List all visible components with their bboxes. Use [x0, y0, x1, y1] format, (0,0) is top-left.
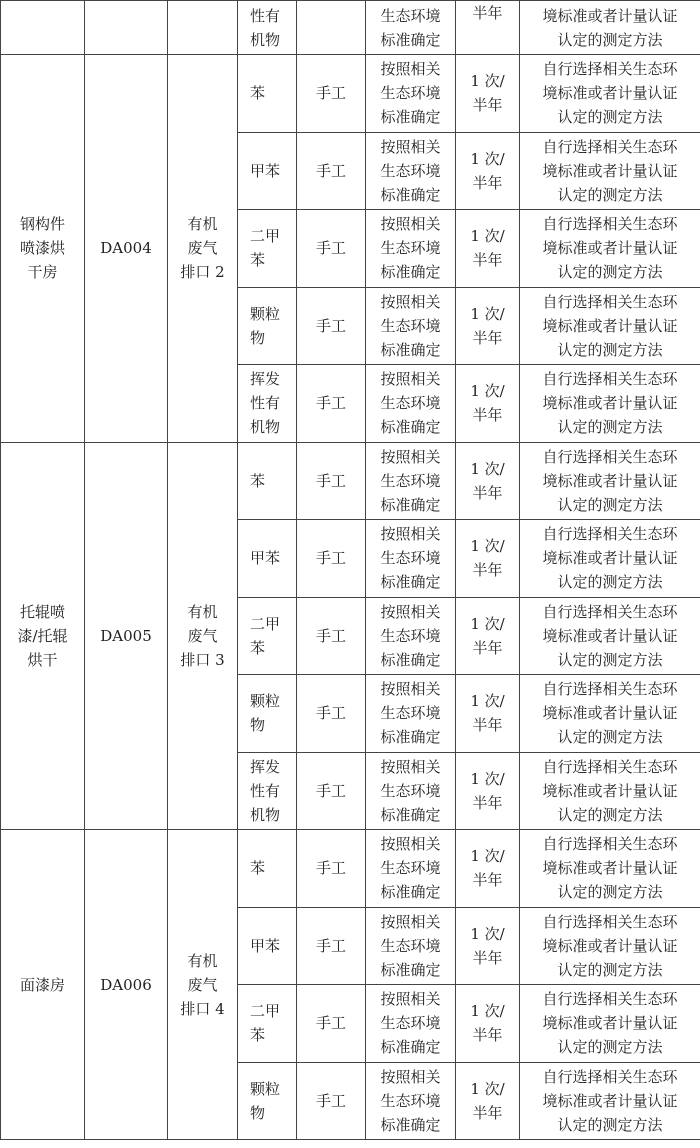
table-row: [1, 1, 700, 55]
code-cell: [85, 1, 168, 55]
standard-cell: 按照相关 生态环境 标准确定: [366, 597, 456, 675]
standard-cell: 按照相关 生态环境 标准确定: [366, 55, 456, 133]
pollutant-cell: 挥发 性有 机物: [238, 365, 297, 443]
table-row: [1, 830, 700, 908]
outlet-cell: 有机 废气 排口 2: [168, 55, 238, 443]
method-cell: 自行选择相关生态环 境标准或者计量认证 认定的测定方法: [520, 985, 700, 1063]
code-cell: DA006: [85, 830, 168, 1140]
monitoring-cell: 手工: [297, 1062, 366, 1140]
method-cell: 境标准或者计量认证 认定的测定方法: [520, 1, 700, 55]
pollutant-cell: 苯: [238, 55, 297, 133]
standard-cell: 按照相关 生态环境 标准确定: [366, 132, 456, 210]
standard-cell: 按照相关 生态环境 标准确定: [366, 210, 456, 288]
monitoring-cell: 手工: [297, 675, 366, 753]
monitoring-cell: 手工: [297, 985, 366, 1063]
method-cell: 自行选择相关生态环 境标准或者计量认证 认定的测定方法: [520, 907, 700, 985]
standard-cell: 按照相关 生态环境 标准确定: [366, 442, 456, 520]
method-cell: 自行选择相关生态环 境标准或者计量认证 认定的测定方法: [520, 1062, 700, 1140]
monitoring-cell: 手工: [297, 597, 366, 675]
table-row: [1, 55, 700, 133]
monitoring-cell: 手工: [297, 907, 366, 985]
frequency-cell: 1 次/ 半年: [456, 210, 520, 288]
method-cell: 自行选择相关生态环 境标准或者计量认证 认定的测定方法: [520, 365, 700, 443]
monitoring-cell: 手工: [297, 210, 366, 288]
frequency-cell: 1 次/ 半年: [456, 55, 520, 133]
frequency-cell: 1 次/ 半年: [456, 675, 520, 753]
pollutant-cell: 二甲 苯: [238, 597, 297, 675]
method-cell: 自行选择相关生态环 境标准或者计量认证 认定的测定方法: [520, 830, 700, 908]
outlet-cell: 有机 废气 排口 4: [168, 830, 238, 1140]
pollutant-cell: 甲苯: [238, 132, 297, 210]
frequency-cell: 1 次/ 半年: [456, 830, 520, 908]
method-cell: 自行选择相关生态环 境标准或者计量认证 认定的测定方法: [520, 132, 700, 210]
frequency-cell: 1 次/ 半年: [456, 985, 520, 1063]
method-cell: 自行选择相关生态环 境标准或者计量认证 认定的测定方法: [520, 520, 700, 598]
monitoring-cell: 手工: [297, 442, 366, 520]
standard-cell: 按照相关 生态环境 标准确定: [366, 907, 456, 985]
pollutant-cell: 甲苯: [238, 907, 297, 985]
source-cell: [1, 1, 85, 55]
frequency-cell: 半年: [456, 1, 520, 55]
frequency-cell: 1 次/ 半年: [456, 752, 520, 830]
monitoring-cell: 手工: [297, 830, 366, 908]
monitoring-cell: [297, 1, 366, 55]
monitoring-cell: 手工: [297, 365, 366, 443]
standard-cell: 按照相关 生态环境 标准确定: [366, 365, 456, 443]
method-cell: 自行选择相关生态环 境标准或者计量认证 认定的测定方法: [520, 675, 700, 753]
frequency-cell: 1 次/ 半年: [456, 1062, 520, 1140]
pollutant-cell: 二甲 苯: [238, 985, 297, 1063]
method-cell: 自行选择相关生态环 境标准或者计量认证 认定的测定方法: [520, 442, 700, 520]
method-cell: 自行选择相关生态环 境标准或者计量认证 认定的测定方法: [520, 210, 700, 288]
pollutant-cell: 颗粒 物: [238, 1062, 297, 1140]
table-row: [1, 442, 700, 520]
standard-cell: 生态环境 标准确定: [366, 1, 456, 55]
method-cell: 自行选择相关生态环 境标准或者计量认证 认定的测定方法: [520, 752, 700, 830]
standard-cell: 按照相关 生态环境 标准确定: [366, 1062, 456, 1140]
method-cell: 自行选择相关生态环 境标准或者计量认证 认定的测定方法: [520, 287, 700, 365]
monitoring-cell: 手工: [297, 520, 366, 598]
pollutant-cell: 苯: [238, 830, 297, 908]
standard-cell: 按照相关 生态环境 标准确定: [366, 287, 456, 365]
frequency-cell: 1 次/ 半年: [456, 132, 520, 210]
method-cell: 自行选择相关生态环 境标准或者计量认证 认定的测定方法: [520, 55, 700, 133]
pollutant-cell: 苯: [238, 442, 297, 520]
frequency-cell: 1 次/ 半年: [456, 287, 520, 365]
source-cell: 钢构件 喷漆烘 干房: [1, 55, 85, 443]
standard-cell: 按照相关 生态环境 标准确定: [366, 752, 456, 830]
pollutant-cell: 颗粒 物: [238, 675, 297, 753]
standard-cell: 按照相关 生态环境 标准确定: [366, 985, 456, 1063]
pollutant-cell: 挥发 性有 机物: [238, 752, 297, 830]
source-cell: 托辊喷 漆/托辊 烘干: [1, 442, 85, 830]
code-cell: DA004: [85, 55, 168, 443]
monitoring-cell: 手工: [297, 752, 366, 830]
outlet-cell: 有机 废气 排口 3: [168, 442, 238, 830]
frequency-cell: 1 次/ 半年: [456, 442, 520, 520]
standard-cell: 按照相关 生态环境 标准确定: [366, 830, 456, 908]
frequency-cell: 1 次/ 半年: [456, 520, 520, 598]
standard-cell: 按照相关 生态环境 标准确定: [366, 675, 456, 753]
frequency-cell: 1 次/ 半年: [456, 597, 520, 675]
pollutant-cell: 性有 机物: [238, 1, 297, 55]
outlet-cell: [168, 1, 238, 55]
pollutant-cell: 甲苯: [238, 520, 297, 598]
pollutant-cell: 二甲 苯: [238, 210, 297, 288]
pollutant-cell: 颗粒 物: [238, 287, 297, 365]
monitoring-cell: 手工: [297, 287, 366, 365]
frequency-cell: 1 次/ 半年: [456, 907, 520, 985]
standard-cell: 按照相关 生态环境 标准确定: [366, 520, 456, 598]
monitoring-cell: 手工: [297, 55, 366, 133]
method-cell: 自行选择相关生态环 境标准或者计量认证 认定的测定方法: [520, 597, 700, 675]
code-cell: DA005: [85, 442, 168, 830]
monitoring-cell: 手工: [297, 132, 366, 210]
source-cell: 面漆房: [1, 830, 85, 1140]
frequency-cell: 1 次/ 半年: [456, 365, 520, 443]
